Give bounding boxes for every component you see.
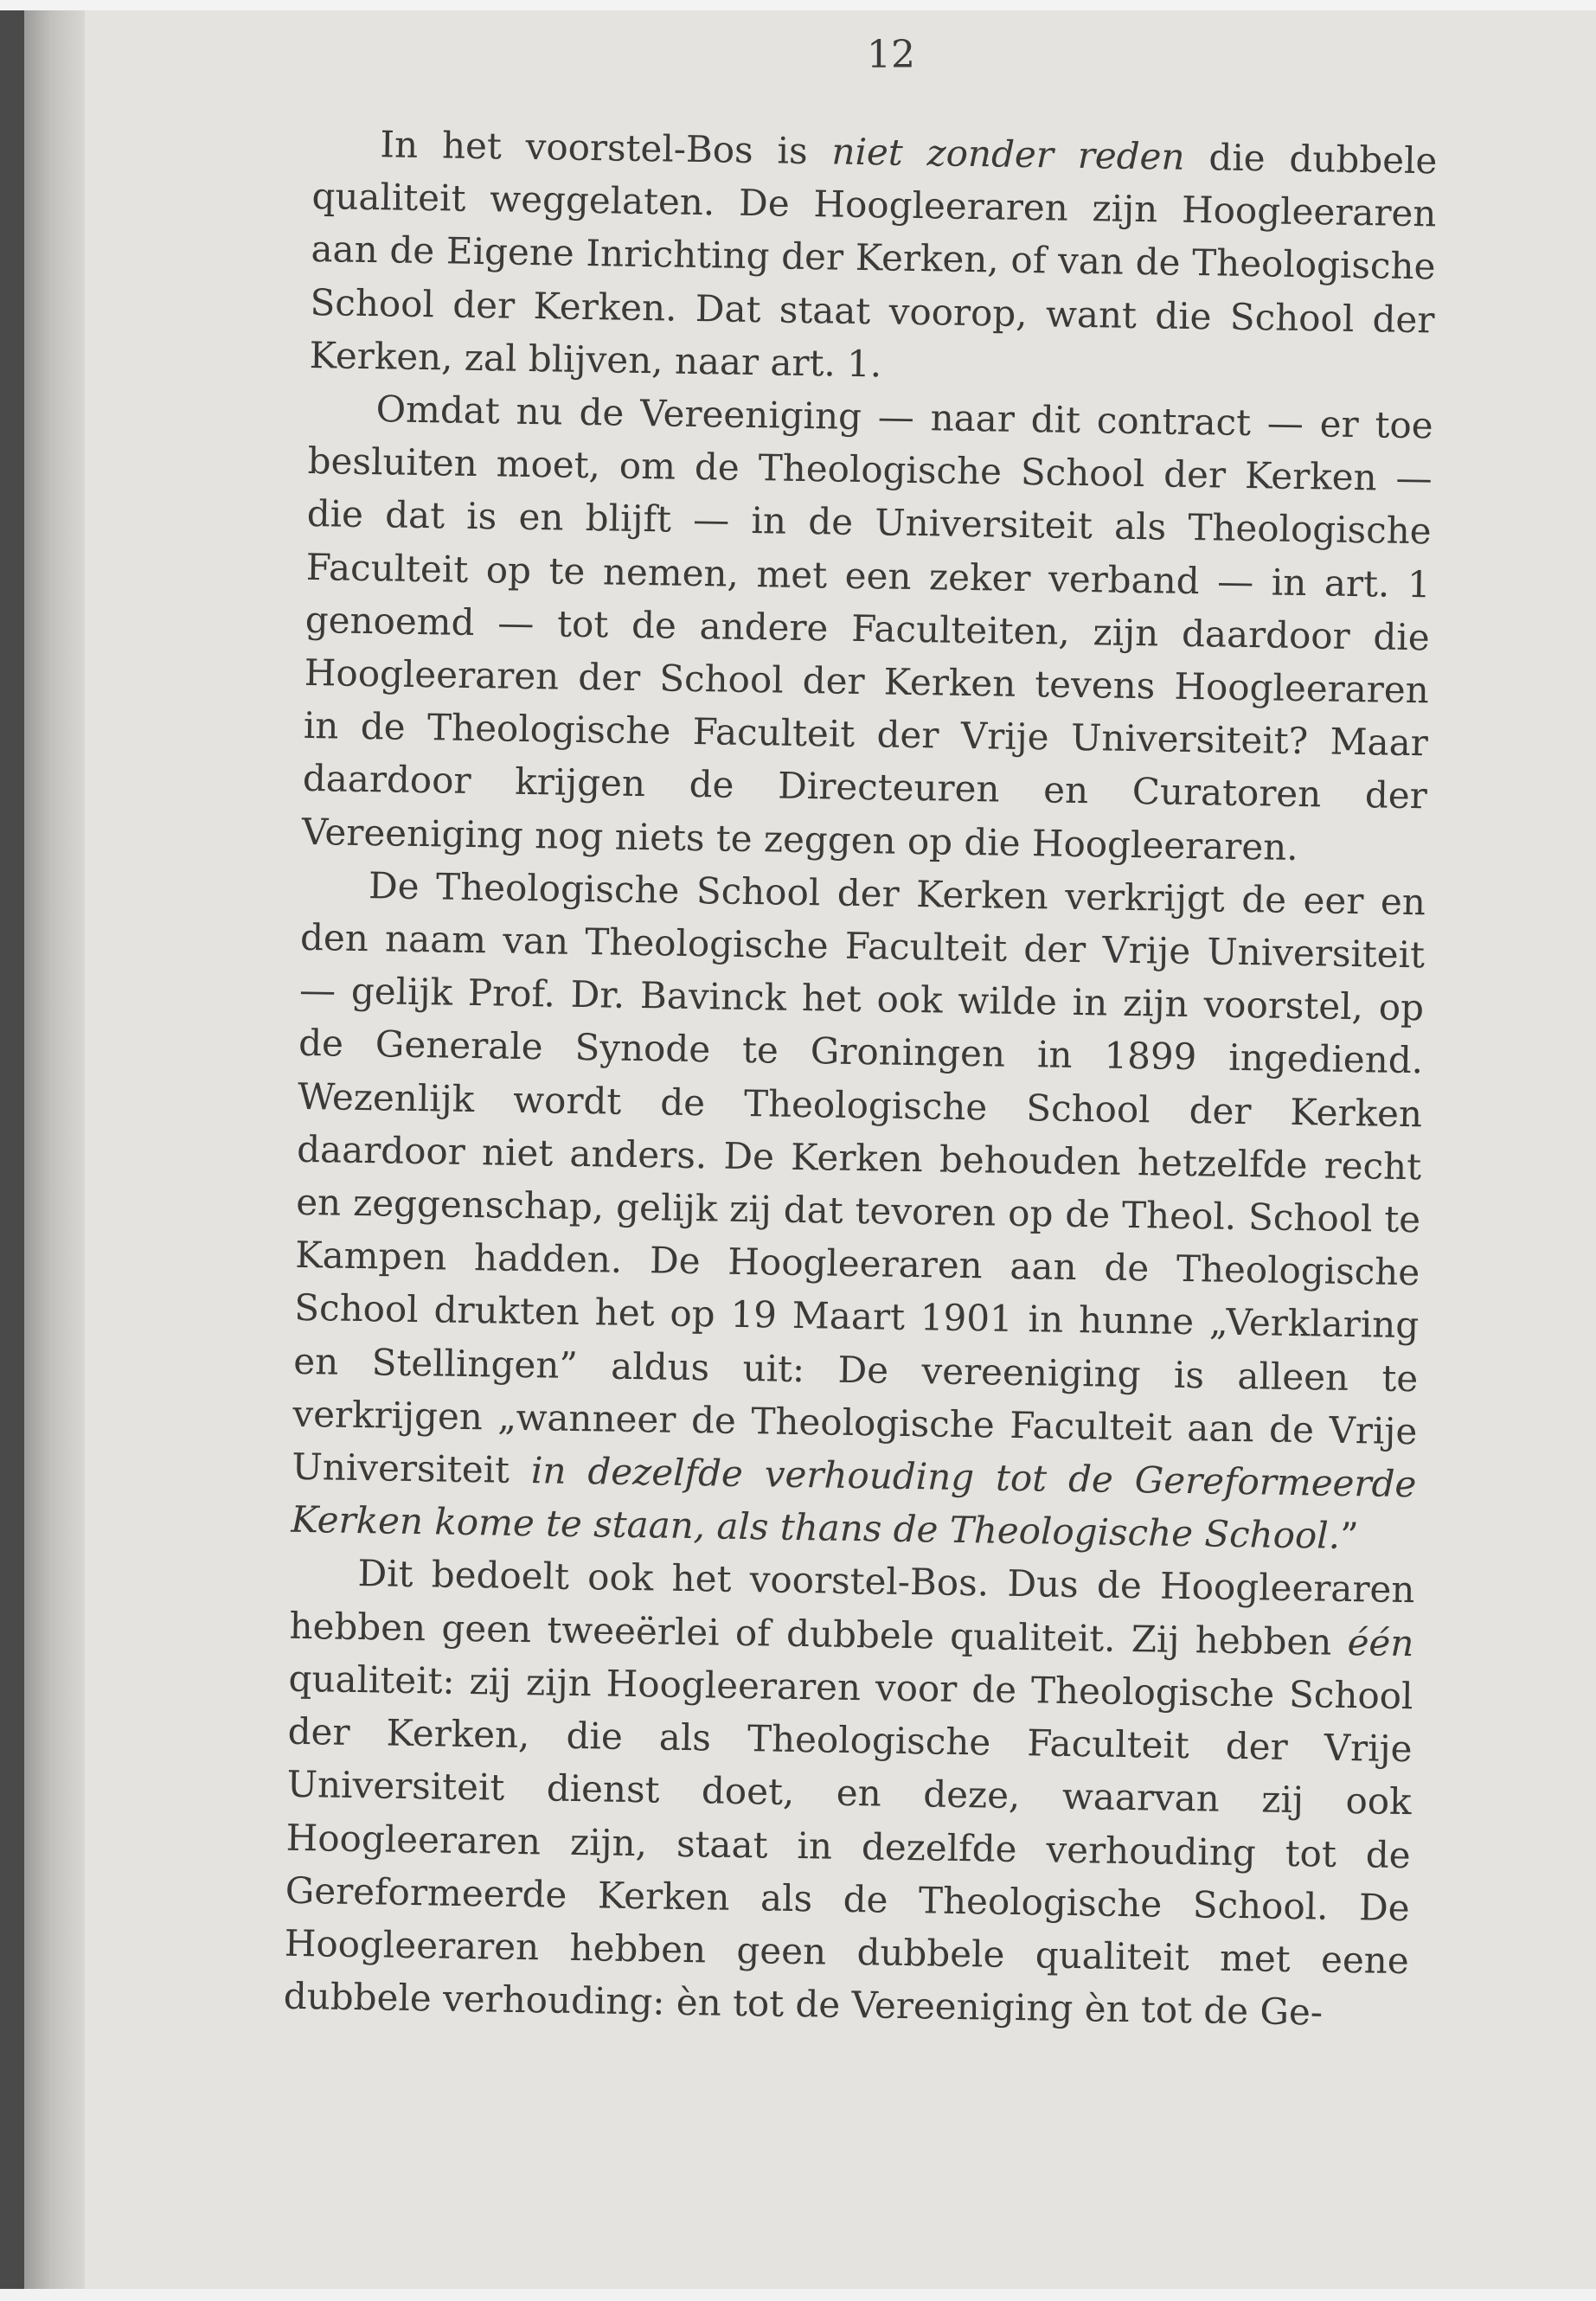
paragraph-4-part-a: Dit bedoelt ook het voorstel-Bos. Dus de Hoogleeraren hebben geen tweeërlei of dubbele qualiteit. Zij hebben: [289, 1552, 1415, 1663]
paragraph-1-italic: niet zonder reden: [831, 130, 1185, 178]
scan-top-border: [0, 0, 1596, 10]
paragraph-4-part-c: qualiteit: zij zijn Hoogleeraren voor de Theologische School der Kerken, die als Theologische Faculteit der Vrije Universiteit dienst doet, en deze, waarvan zij ook Hoogleeraren zijn, staat in dezelfde verhouding tot de Gereformeerde Kerken als de Theologische School. De Hoogleeraren hebben geen dubbele qualiteit met eene dubbele verhouding: èn tot de Vereeniging èn tot de Ge-: [283, 1657, 1413, 2034]
paragraph-3-closing-quote: ”: [1339, 1515, 1359, 1558]
book-spine-shadow: [0, 0, 24, 2301]
body-text: [283, 117, 1437, 2040]
paragraph-4: [283, 1546, 1414, 2040]
paragraph-3-part-a: De Theologische School der Kerken verkrijgt de eer en den naam van Theologische Faculteit der Vrije Universiteit — gelijk Prof. Dr. Bavinck het ook wilde in zijn voorstel, op de Generale Synode te Groningen in 1899 ingediend. Wezenlijk wordt de Theologische School der Kerken daardoor niet anders. De Kerken behouden hetzelfde recht en zeggenschap, gelijk zij dat tevoren op de Theol. School te Kampen hadden. De Hoogleeraren aan de Theologische School drukten het op 19 Maart 1901 in hunne „Verklaring en Stellingen” aldus uit: De vereeniging is alleen te verkrijgen „wanneer de Theologische Faculteit aan de Vrije Universiteit: [292, 863, 1426, 1492]
page-number: 12: [867, 33, 915, 77]
page-edge-gradient: [24, 0, 85, 2301]
paragraph-3-italic: in dezelfde verhouding tot de Gereformeerde Kerken kome te staan, als thans de Theologische School.: [291, 1449, 1417, 1558]
paragraph-1: [309, 117, 1438, 399]
paragraph-1-part-a: In het voorstel-Bos is: [380, 123, 832, 173]
paragraph-4-italic: één: [1347, 1620, 1414, 1664]
scan-bottom-border: [0, 2289, 1596, 2301]
paragraph-3: [291, 858, 1426, 1564]
paragraph-2: Omdat nu de Vereeniging — naar dit contract — er toe besluiten moet, om de Theologische School der Kerken — die dat is en blijft — in de Universiteit als Theologische Faculteit op te nemen, met een zeker verband — in art. 1 genoemd — tot de andere Faculteiten, zijn daardoor die Hoogleeraren der School der Kerken tevens Hoogleeraren in de Theologische Faculteit der Vrije Universiteit? Maar daardoor krijgen de Directeuren en Curatoren der Vereeniging nog niets te zeggen op die Hoogleeraren.: [301, 388, 1433, 868]
paragraph-1-part-c: die dubbele qualiteit weggelaten. De Hoogleeraren zijn Hoogleeraren aan de Eigene Inrichting der Kerken, of van de Theologische School der Kerken. Dat staat voorop, want die School der Kerken, zal blijven, naar art. 1.: [309, 135, 1438, 386]
